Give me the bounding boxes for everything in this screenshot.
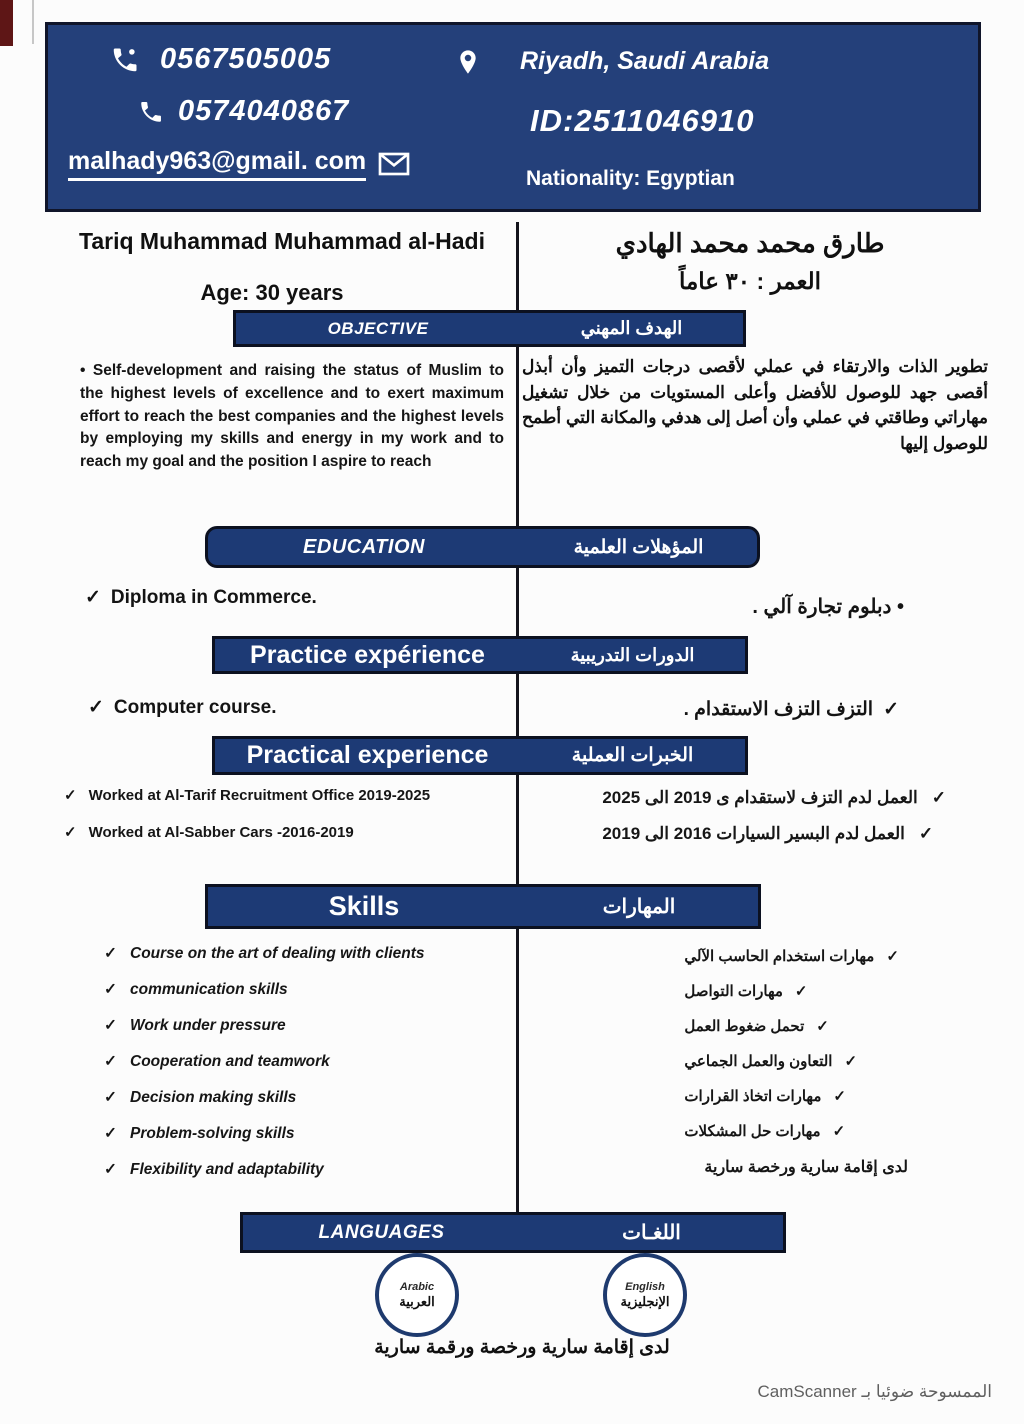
check-icon: ✓ [104,945,117,962]
check-icon: ✓ [104,1017,117,1034]
skills-section-header [205,884,761,929]
practical-item-text: Worked at Al-Sabber Cars -2016-2019 [88,824,354,841]
objective-title-en: OBJECTIVE [327,318,429,338]
location-pin-icon [458,49,478,75]
practical-section-header [212,736,748,775]
english-badge-label-en: English [625,1280,665,1293]
objective-text-english: • Self-development and raising the status of Muslim to the highest levels of excellence and to exert maximum effort to reach the best companies and the highest levels by employing my skills and energy in my work and to reach my goal and the position I aspire to reach [80,362,504,471]
skill-item-text: communication skills [130,981,288,998]
skill-item-text: Problem-solving skills [130,1125,295,1142]
skill-item-text: مهارات استخدام الحاسب الآلي [684,948,875,965]
skill-item-text: مهارات حل المشكلات [684,1123,821,1140]
check-icon: ✓ [104,1089,117,1106]
skills-list-english [104,944,425,1179]
id-number: ID:2511046910 [530,103,755,138]
check-icon: ✓ [886,948,899,965]
phone-call-icon [110,45,140,75]
phone-number-2: 0574040867 [178,95,350,127]
education-item-english [85,586,317,609]
education-section-header [205,526,760,568]
skill-item [684,982,807,1000]
check-icon: ✓ [794,983,808,1000]
skill-item [104,1088,425,1107]
objective-text-arabic: تطوير الذات والارتقاء في عملي لأقصى درجات التميز وأن أبذل أقصى جهد للوصول للأفضل وأعلى المستويات من خلال تشغيل مهاراتي وطاقتي في عملي وأن أصل إلى هدفي والمكانة التي أطمح للوصول إليها [522,357,988,453]
skill-item-text: Course on the art of dealing with clients [130,945,425,962]
practice-item-english [88,696,277,719]
skill-item [104,1124,425,1143]
scan-artifact-mark [0,0,13,46]
skill-item [104,980,425,999]
check-icon: ✓ [104,981,117,998]
skill-item [104,1052,425,1071]
skill-item [104,1160,425,1179]
objective-title-ar: الهدف المهني [580,318,683,338]
languages-title-ar: اللغـات [622,1222,681,1244]
skill-item [684,1087,846,1105]
location-row [458,47,769,76]
practical-list-english [64,786,430,841]
envelope-icon [378,152,410,176]
arabic-language-badge [375,1253,459,1337]
objective-section-header [233,310,746,347]
skills-title-ar: المهارات [602,896,676,918]
check-icon: ✓ [104,1161,117,1178]
practical-item [602,824,933,844]
practical-item-text: العمل لدم التزف لاستقدام ى 2019 الى 2025 [602,788,918,807]
check-icon: ✓ [918,824,934,843]
skills-title-en: Skills [328,891,400,921]
check-icon: ✓ [64,824,77,841]
english-badge-label-ar: الإنجليزية [620,1293,670,1309]
practice-title-en: Practice expérience [250,640,485,669]
phone-number-1: 0567505005 [160,43,332,75]
check-icon: ✓ [931,788,946,807]
check-icon: ✓ [104,1125,117,1142]
arabic-badge-label-ar: العربية [399,1293,435,1309]
check-icon: ✓ [844,1053,858,1070]
practice-title-ar: الدورات التدريبية [570,644,695,665]
practical-item-text: Worked at Al-Tarif Recruitment Office 2019-2025 [88,787,431,804]
check-icon: ✓ [85,587,101,608]
center-divider [516,222,519,1213]
skill-item [684,1122,845,1140]
location-text: Riyadh, Saudi Arabia [520,47,770,75]
skill-item [684,947,899,965]
practice-section-header [212,636,748,674]
skills-list-arabic [684,947,908,1177]
education-title-ar: المؤهلات العلمية [573,536,704,558]
practical-item-text: العمل لدم البسير السيارات 2016 الى 2019 [602,824,905,843]
phone-row-1 [110,43,331,76]
residence-license-note: لدى إقامة سارية ورخصة ورقمة سارية [374,1337,670,1358]
practical-title-en: Practical experience [246,741,489,769]
languages-title-en: LANGUAGES [318,1221,445,1243]
camscanner-watermark: الممسوحة ضوئيا بـ CamScanner [757,1382,992,1401]
check-icon: ✓ [832,1123,846,1140]
email-row [68,147,410,181]
contact-header [45,22,981,212]
english-language-badge [603,1253,687,1337]
arabic-badge-label-en: Arabic [399,1280,435,1293]
check-icon: ✓ [104,1053,117,1070]
age-arabic: العمر : ٣٠ عاماً [678,268,822,294]
check-icon: ✓ [833,1088,846,1105]
nationality-text: Nationality: Egyptian [526,167,735,190]
practical-list-arabic [602,788,946,844]
skill-item-text: مهارات اتخاذ القرارات [684,1088,822,1105]
skill-item-text: Flexibility and adaptability [130,1161,324,1178]
languages-section-header [240,1212,786,1253]
education-title-en: EDUCATION [303,535,425,558]
skill-item-text: Work under pressure [130,1017,286,1034]
skill-item [684,1052,857,1070]
phone-icon [138,99,164,125]
practical-item [64,823,430,841]
check-icon: ✓ [883,699,899,720]
practice-item-text-en: Computer course. [113,697,277,718]
skill-item [684,1017,828,1035]
practice-item-text-ar: التزف التزف الاستقدام . [683,699,874,720]
age-english: Age: 30 years [200,280,344,305]
skill-item-text: تحمل ضغوط العمل [684,1018,805,1035]
skill-item-text: مهارات التواصل [684,983,783,1000]
check-icon: ✓ [64,787,77,804]
name-arabic: طارق محمد محمد الهادي [615,228,885,258]
practical-item [64,786,430,804]
practical-title-ar: الخبرات العملية [571,745,694,766]
practical-item [602,788,946,808]
phone-row-2 [138,95,349,128]
education-item-arabic [752,594,904,619]
practice-item-arabic [684,698,899,721]
skill-item-text: التعاون والعمل الجماعي [684,1053,833,1070]
name-english: Tariq Muhammad Muhammad al-Hadi [79,228,485,254]
check-icon: ✓ [88,697,104,718]
skill-item-text: Decision making skills [130,1089,297,1106]
skill-item-text: Cooperation and teamwork [130,1053,330,1070]
check-icon: ✓ [816,1018,829,1035]
education-item-text-ar: • دبلوم تجارة آلي . [752,596,904,618]
residence-note-arabic: لدى إقامة سارية ورخصة سارية [704,1159,908,1176]
email-address: malhady963@gmail. com [68,147,366,181]
education-item-text-en: Diploma in Commerce. [110,587,317,608]
skill-item [104,1016,425,1035]
skill-item [104,944,425,963]
scan-edge-line [32,0,34,44]
